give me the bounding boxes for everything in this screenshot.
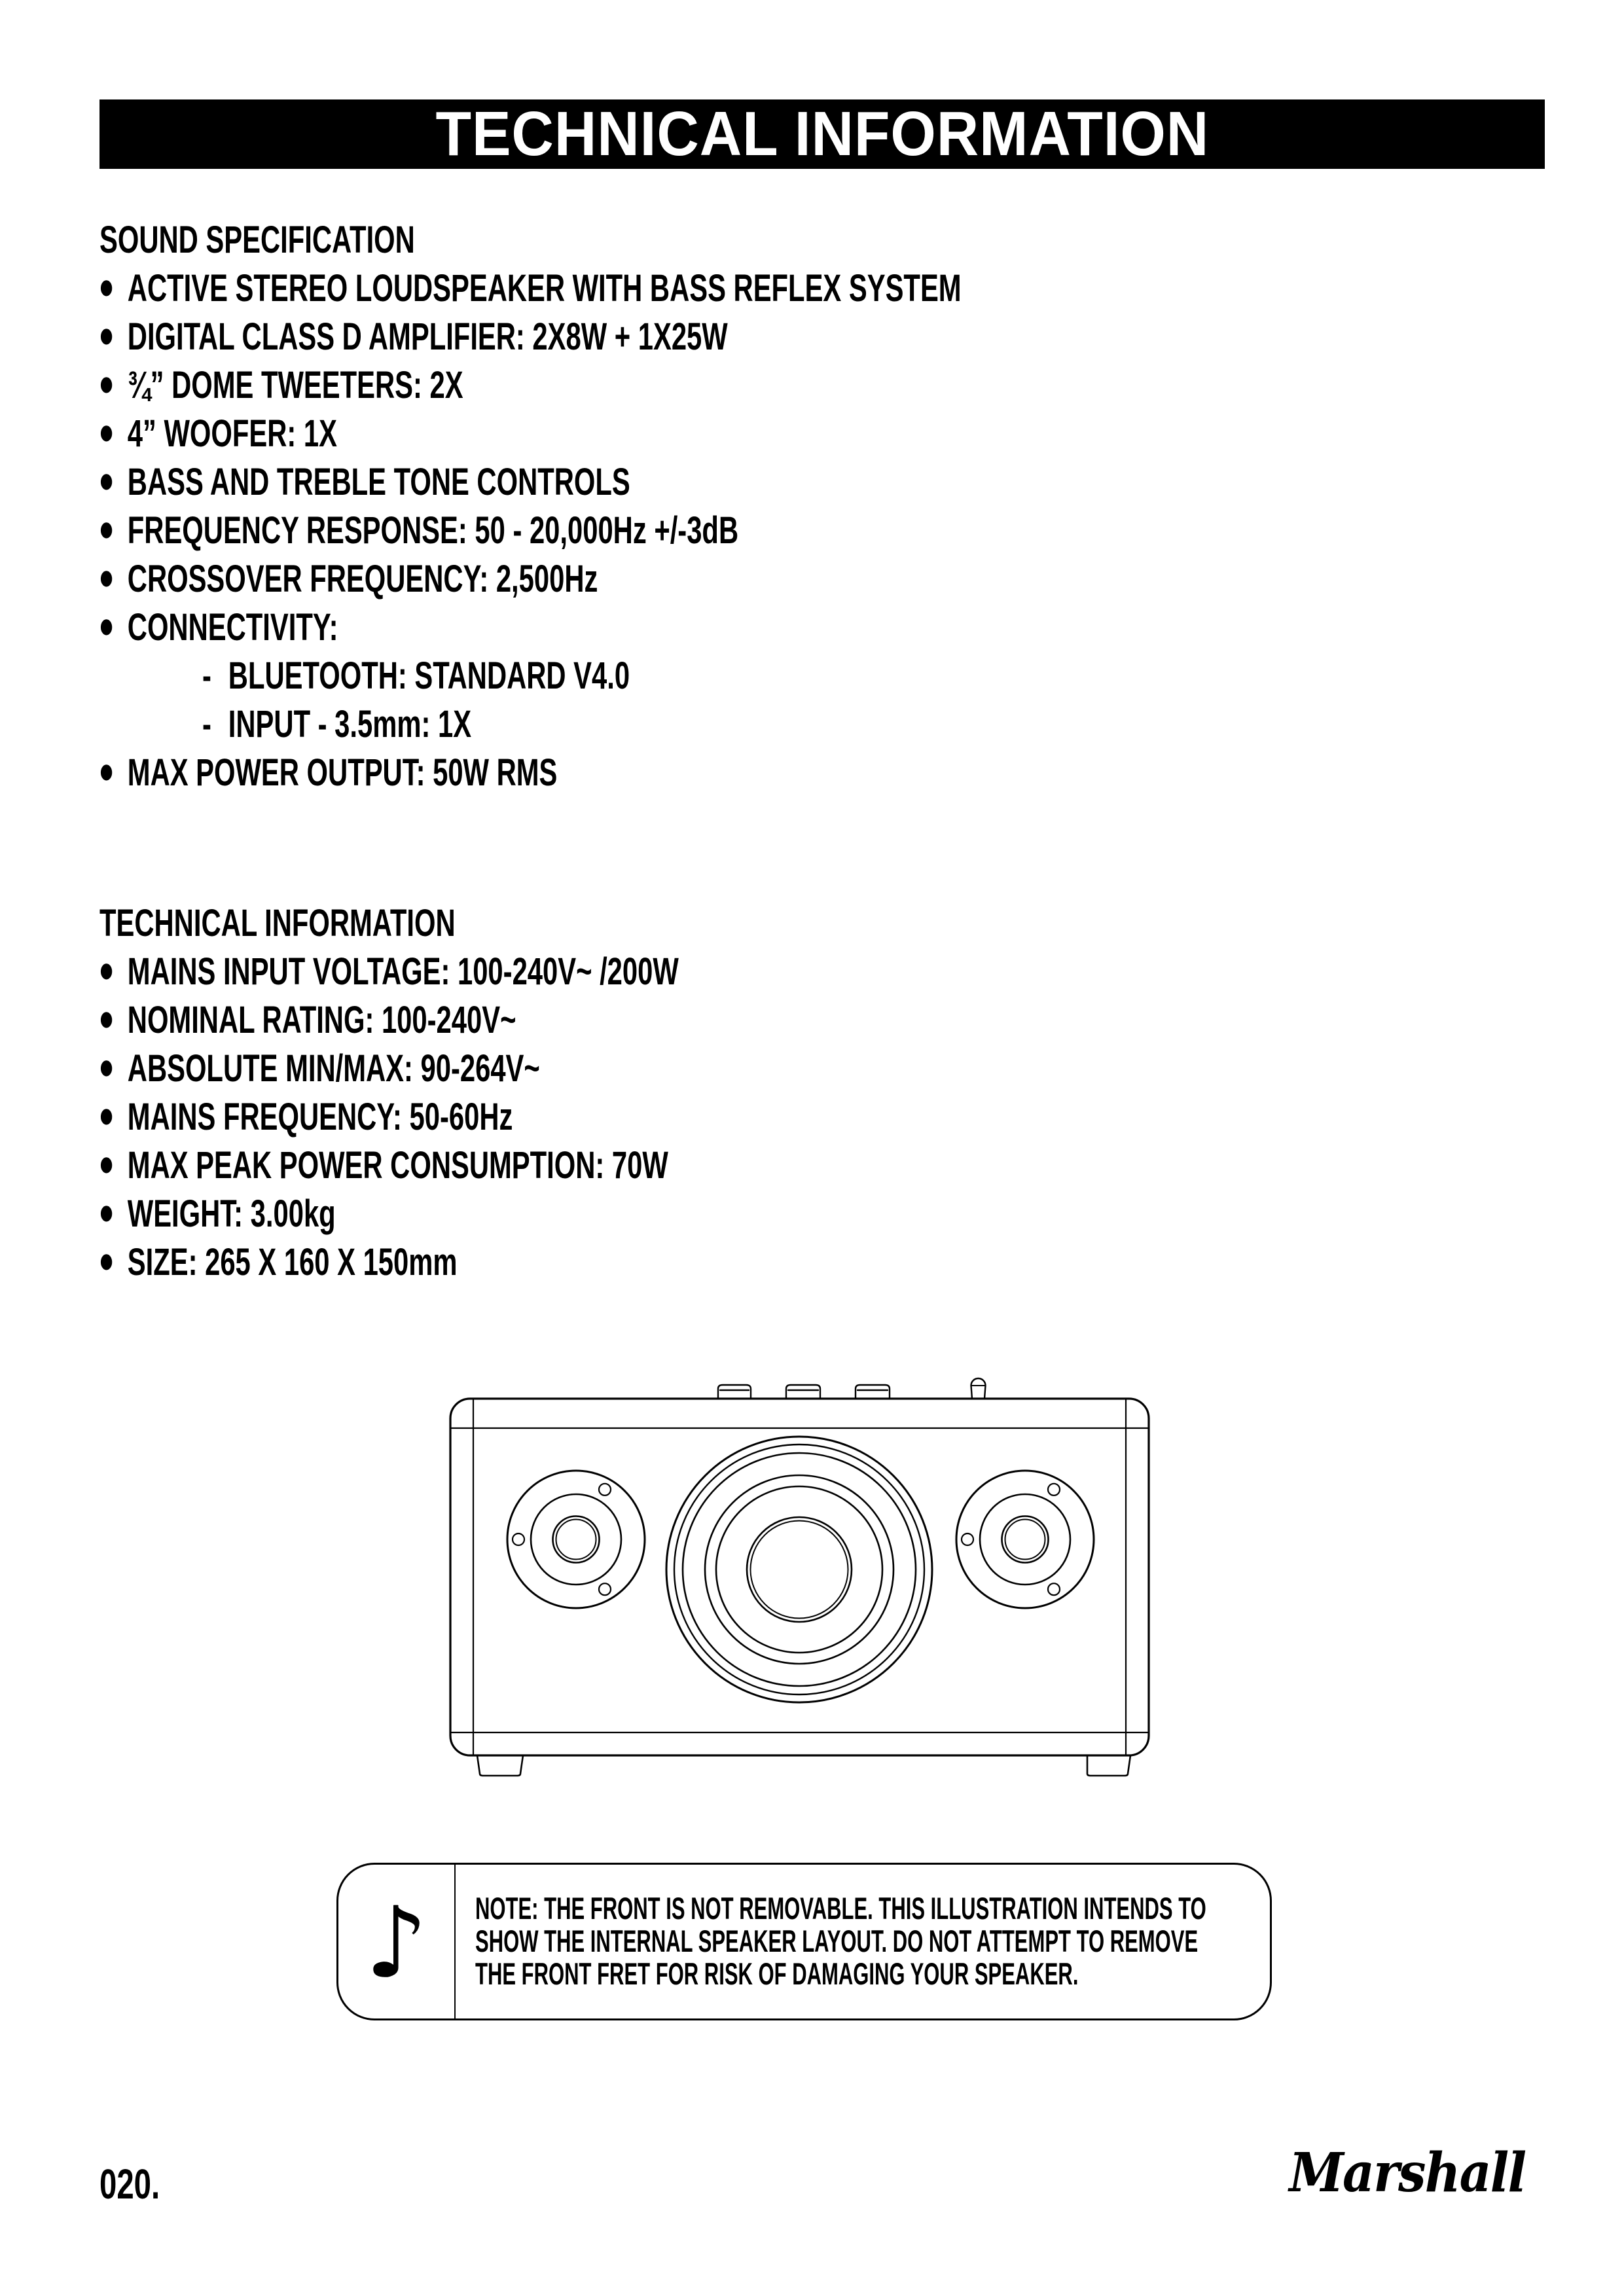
tweeter-left <box>507 1471 645 1608</box>
bullet-icon: - <box>202 655 211 697</box>
spec-item: • ¾” DOME TWEETERS: 2X <box>99 353 463 415</box>
screw-hole <box>1048 1484 1060 1496</box>
foot-right <box>1087 1755 1130 1776</box>
spec-item-label: WEIGHT: 3.00kg <box>127 1193 336 1235</box>
treble-knob <box>856 1385 890 1399</box>
spec-item: • MAINS INPUT VOLTAGE: 100-240V~ /200W <box>99 939 679 1001</box>
page-title-bar <box>99 99 1545 169</box>
bass-knob <box>786 1385 820 1399</box>
note-box <box>336 1863 1272 2020</box>
spec-item: • ABSOLUTE MIN/MAX: 90-264V~ <box>99 1036 540 1098</box>
music-note-icon: ♪ <box>365 1886 428 2000</box>
note-line: SHOW THE INTERNAL SPEAKER LAYOUT. DO NOT ATTEMPT TO REMOVE <box>475 1924 1199 1958</box>
spec-item: • ACTIVE STEREO LOUDSPEAKER WITH BASS REFLEX SYSTEM <box>99 256 962 318</box>
spec-item: • DIGITAL CLASS D AMPLIFIER: 2X8W + 1X25W <box>99 304 728 367</box>
note-icon-cell <box>338 1865 454 2018</box>
spec-item: • WEIGHT: 3.00kg <box>99 1181 336 1244</box>
spec-item-label: SIZE: 265 X 160 X 150mm <box>127 1241 458 1283</box>
spec-item-label: MAX POWER OUTPUT: 50W RMS <box>127 751 558 794</box>
brand-logo: Marshall <box>1289 2142 1525 2204</box>
spec-item: • NOMINAL RATING: 100-240V~ <box>99 988 516 1050</box>
spec-item-label: MAINS FREQUENCY: 50-60Hz <box>127 1096 513 1138</box>
screw-hole <box>599 1484 611 1496</box>
spec-item: • BASS AND TREBLE TONE CONTROLS <box>99 450 630 512</box>
screw-hole <box>962 1534 973 1545</box>
spec-item: • 4” WOOFER: 1X <box>99 401 337 463</box>
screw-hole <box>599 1583 611 1595</box>
tweeter-right <box>956 1471 1094 1608</box>
page-title: TECHNICAL INFORMATION <box>435 99 1209 169</box>
spec-item-label: BASS AND TREBLE TONE CONTROLS <box>127 461 630 503</box>
speaker-feet <box>477 1755 1130 1776</box>
spec-item: • MAX PEAK POWER CONSUMPTION: 70W <box>99 1133 668 1195</box>
section-technical-information <box>99 899 904 1292</box>
foot-left <box>477 1755 523 1776</box>
spec-item-label: MAINS INPUT VOLTAGE: 100-240V~ /200W <box>127 950 679 993</box>
spec-item-label: NOMINAL RATING: 100-240V~ <box>127 999 516 1041</box>
spec-item: • MAINS FREQUENCY: 50-60Hz <box>99 1085 513 1147</box>
spec-item-label: FREQUENCY RESPONSE: 50 - 20,000Hz +/-3dB <box>127 509 739 552</box>
spec-item-label: ¾” DOME TWEETERS: 2X <box>127 364 463 406</box>
screw-hole <box>513 1534 524 1545</box>
spec-item-label: CONNECTIVITY: <box>127 606 338 649</box>
antenna-knob <box>971 1378 986 1399</box>
spec-item <box>99 700 962 749</box>
control-knobs <box>718 1378 986 1399</box>
spec-item: • FREQUENCY RESPONSE: 50 - 20,000Hz +/-3dB <box>99 498 739 560</box>
spec-list <box>99 256 1297 802</box>
spec-item-label: ACTIVE STEREO LOUDSPEAKER WITH BASS REFLEX SYSTEM <box>127 267 962 310</box>
volume-knob <box>718 1385 751 1399</box>
spec-item: • SIZE: 265 X 160 X 150mm <box>99 1230 458 1292</box>
section-sound-specification <box>99 216 1297 802</box>
spec-item <box>99 652 962 700</box>
woofer <box>666 1437 932 1702</box>
spec-item-label: CROSSOVER FREQUENCY: 2,500Hz <box>127 558 598 600</box>
section-heading: TECHNICAL INFORMATION <box>99 902 456 944</box>
note-line: NOTE: THE FRONT IS NOT REMOVABLE. THIS ILLUSTRATION INTENDS TO <box>475 1891 1206 1926</box>
spec-item: • CROSSOVER FREQUENCY: 2,500Hz <box>99 547 598 609</box>
spec-item-label: ABSOLUTE MIN/MAX: 90-264V~ <box>127 1047 540 1090</box>
screw-hole <box>1048 1583 1060 1595</box>
page-number: 020. <box>99 2161 160 2208</box>
note-text <box>454 1865 1583 2018</box>
spec-item-label: DIGITAL CLASS D AMPLIFIER: 2X8W + 1X25W <box>127 315 728 358</box>
note-line: THE FRONT FRET FOR RISK OF DAMAGING YOUR SPEAKER. <box>475 1956 1079 1991</box>
spec-item: • CONNECTIVITY: <box>99 595 338 657</box>
section-heading: SOUND SPECIFICATION <box>99 219 415 261</box>
bullet-icon: - <box>202 703 211 745</box>
speaker-illustration <box>419 1361 1178 1806</box>
spec-item-label: BLUETOOTH: STANDARD V4.0 <box>228 655 630 697</box>
spec-item-label: MAX PEAK POWER CONSUMPTION: 70W <box>127 1144 668 1187</box>
spec-item-label: INPUT - 3.5mm: 1X <box>228 703 472 745</box>
spec-list <box>99 939 904 1292</box>
spec-item-label: 4” WOOFER: 1X <box>127 412 337 455</box>
spec-item: • MAX POWER OUTPUT: 50W RMS <box>99 740 558 802</box>
